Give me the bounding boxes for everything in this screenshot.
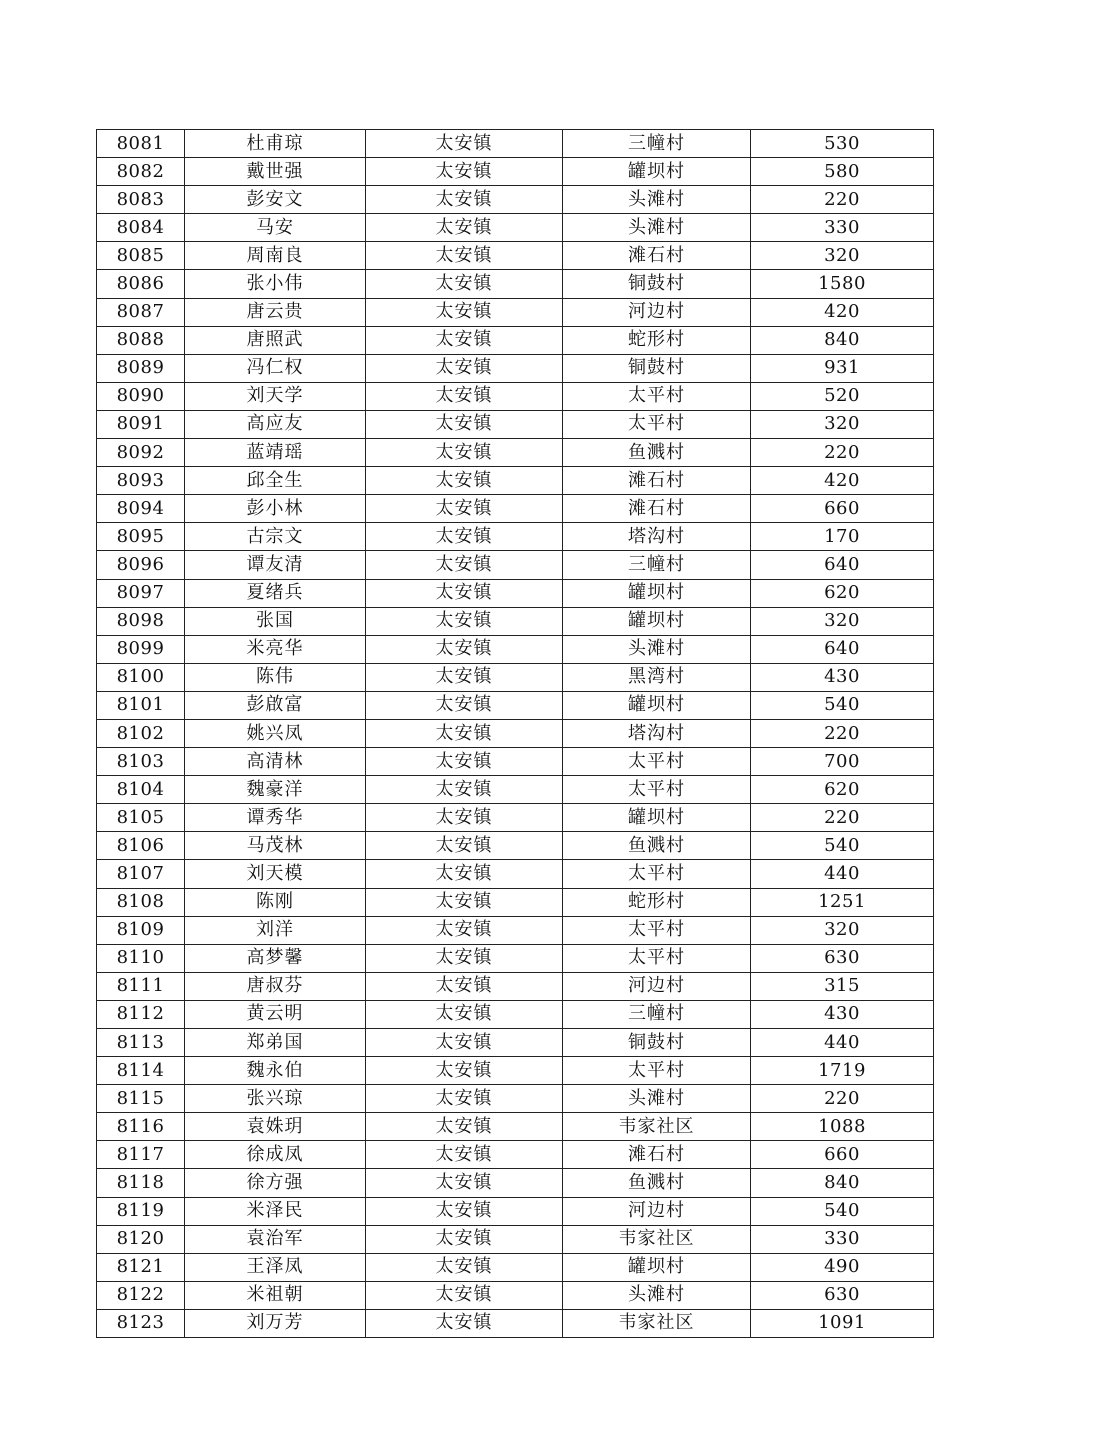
table-row (97, 214, 934, 242)
cell-amount: 320 (751, 410, 934, 438)
cell-town: 太安镇 (366, 1000, 563, 1028)
cell-town: 太安镇 (366, 523, 563, 551)
table-row (97, 326, 934, 354)
cell-name: 夏绪兵 (185, 579, 366, 607)
cell-town: 太安镇 (366, 1253, 563, 1281)
cell-name: 刘万芳 (185, 1309, 366, 1337)
table-row (97, 579, 934, 607)
cell-village: 头滩村 (563, 214, 751, 242)
cell-amount: 330 (751, 1225, 934, 1253)
table-row (97, 354, 934, 382)
cell-village: 三幢村 (563, 1000, 751, 1028)
cell-serial-number: 8100 (97, 663, 185, 691)
table-row (97, 1085, 934, 1113)
cell-town: 太安镇 (366, 410, 563, 438)
cell-amount: 1251 (751, 888, 934, 916)
cell-village: 韦家社区 (563, 1225, 751, 1253)
cell-village: 塔沟村 (563, 523, 751, 551)
cell-serial-number: 8123 (97, 1309, 185, 1337)
cell-town: 太安镇 (366, 888, 563, 916)
cell-town: 太安镇 (366, 916, 563, 944)
cell-village: 铜鼓村 (563, 354, 751, 382)
table-body (97, 130, 934, 1338)
cell-name: 王泽凤 (185, 1253, 366, 1281)
cell-town: 太安镇 (366, 551, 563, 579)
table-row (97, 719, 934, 747)
cell-amount: 420 (751, 298, 934, 326)
cell-name: 陈刚 (185, 888, 366, 916)
cell-village: 黑湾村 (563, 663, 751, 691)
cell-amount: 430 (751, 1000, 934, 1028)
cell-amount: 430 (751, 663, 934, 691)
cell-village: 鱼溅村 (563, 439, 751, 467)
cell-village: 蛇形村 (563, 888, 751, 916)
cell-name: 郑弟国 (185, 1029, 366, 1057)
table-row (97, 1000, 934, 1028)
cell-town: 太安镇 (366, 1281, 563, 1309)
cell-name: 彭啟富 (185, 691, 366, 719)
cell-name: 刘天模 (185, 860, 366, 888)
cell-name: 彭安文 (185, 186, 366, 214)
cell-amount: 330 (751, 214, 934, 242)
cell-town: 太安镇 (366, 495, 563, 523)
cell-amount: 1580 (751, 270, 934, 298)
cell-town: 太安镇 (366, 439, 563, 467)
cell-town: 太安镇 (366, 607, 563, 635)
cell-serial-number: 8121 (97, 1253, 185, 1281)
cell-village: 罐坝村 (563, 691, 751, 719)
cell-serial-number: 8102 (97, 719, 185, 747)
cell-amount: 490 (751, 1253, 934, 1281)
cell-name: 杜甫琼 (185, 130, 366, 158)
cell-serial-number: 8092 (97, 439, 185, 467)
cell-village: 滩石村 (563, 1141, 751, 1169)
cell-name: 马安 (185, 214, 366, 242)
cell-village: 滩石村 (563, 467, 751, 495)
cell-town: 太安镇 (366, 1113, 563, 1141)
cell-amount: 1091 (751, 1309, 934, 1337)
cell-village: 滩石村 (563, 495, 751, 523)
cell-town: 太安镇 (366, 326, 563, 354)
cell-village: 滩石村 (563, 242, 751, 270)
cell-name: 唐照武 (185, 326, 366, 354)
table-row (97, 1029, 934, 1057)
cell-town: 太安镇 (366, 579, 563, 607)
cell-town: 太安镇 (366, 944, 563, 972)
cell-name: 刘天学 (185, 382, 366, 410)
cell-village: 太平村 (563, 382, 751, 410)
cell-name: 唐叔芬 (185, 972, 366, 1000)
cell-name: 米亮华 (185, 635, 366, 663)
cell-serial-number: 8114 (97, 1057, 185, 1085)
cell-amount: 630 (751, 1281, 934, 1309)
cell-serial-number: 8120 (97, 1225, 185, 1253)
cell-village: 河边村 (563, 972, 751, 1000)
table-row (97, 551, 934, 579)
cell-amount: 580 (751, 158, 934, 186)
cell-name: 戴世强 (185, 158, 366, 186)
cell-name: 古宗文 (185, 523, 366, 551)
cell-village: 罐坝村 (563, 607, 751, 635)
table-row (97, 495, 934, 523)
cell-village: 河边村 (563, 1197, 751, 1225)
table-row (97, 1169, 934, 1197)
table-row (97, 1309, 934, 1337)
cell-serial-number: 8088 (97, 326, 185, 354)
cell-village: 罐坝村 (563, 158, 751, 186)
cell-serial-number: 8115 (97, 1085, 185, 1113)
cell-town: 太安镇 (366, 1085, 563, 1113)
cell-village: 头滩村 (563, 1281, 751, 1309)
cell-serial-number: 8119 (97, 1197, 185, 1225)
cell-serial-number: 8084 (97, 214, 185, 242)
table-row (97, 1253, 934, 1281)
cell-amount: 440 (751, 860, 934, 888)
cell-serial-number: 8081 (97, 130, 185, 158)
cell-town: 太安镇 (366, 804, 563, 832)
cell-town: 太安镇 (366, 972, 563, 1000)
cell-village: 太平村 (563, 944, 751, 972)
cell-name: 谭友清 (185, 551, 366, 579)
cell-town: 太安镇 (366, 1309, 563, 1337)
cell-amount: 320 (751, 242, 934, 270)
cell-town: 太安镇 (366, 186, 563, 214)
cell-name: 米泽民 (185, 1197, 366, 1225)
table-row (97, 1197, 934, 1225)
cell-name: 张兴琼 (185, 1085, 366, 1113)
cell-name: 魏豪洋 (185, 776, 366, 804)
cell-town: 太安镇 (366, 298, 563, 326)
cell-town: 太安镇 (366, 1197, 563, 1225)
table-row (97, 270, 934, 298)
cell-serial-number: 8117 (97, 1141, 185, 1169)
cell-amount: 220 (751, 719, 934, 747)
cell-serial-number: 8090 (97, 382, 185, 410)
table-row (97, 832, 934, 860)
cell-serial-number: 8091 (97, 410, 185, 438)
cell-serial-number: 8089 (97, 354, 185, 382)
cell-town: 太安镇 (366, 1169, 563, 1197)
cell-serial-number: 8082 (97, 158, 185, 186)
cell-town: 太安镇 (366, 130, 563, 158)
table-row (97, 382, 934, 410)
cell-village: 罐坝村 (563, 579, 751, 607)
cell-village: 太平村 (563, 916, 751, 944)
cell-amount: 620 (751, 579, 934, 607)
cell-name: 彭小林 (185, 495, 366, 523)
cell-village: 韦家社区 (563, 1309, 751, 1337)
cell-village: 河边村 (563, 298, 751, 326)
cell-town: 太安镇 (366, 382, 563, 410)
cell-serial-number: 8087 (97, 298, 185, 326)
cell-village: 铜鼓村 (563, 1029, 751, 1057)
cell-town: 太安镇 (366, 1225, 563, 1253)
cell-village: 太平村 (563, 860, 751, 888)
cell-town: 太安镇 (366, 270, 563, 298)
cell-name: 黄云明 (185, 1000, 366, 1028)
cell-serial-number: 8095 (97, 523, 185, 551)
cell-town: 太安镇 (366, 158, 563, 186)
cell-serial-number: 8109 (97, 916, 185, 944)
table-row (97, 691, 934, 719)
cell-amount: 1088 (751, 1113, 934, 1141)
table-row (97, 467, 934, 495)
cell-amount: 1719 (751, 1057, 934, 1085)
table-row (97, 944, 934, 972)
cell-name: 高应友 (185, 410, 366, 438)
cell-serial-number: 8104 (97, 776, 185, 804)
cell-amount: 520 (751, 382, 934, 410)
cell-serial-number: 8099 (97, 635, 185, 663)
table-row (97, 776, 934, 804)
cell-serial-number: 8085 (97, 242, 185, 270)
table-row (97, 635, 934, 663)
cell-amount: 220 (751, 439, 934, 467)
cell-name: 袁治军 (185, 1225, 366, 1253)
cell-name: 邱全生 (185, 467, 366, 495)
cell-name: 张小伟 (185, 270, 366, 298)
cell-amount: 840 (751, 1169, 934, 1197)
cell-serial-number: 8098 (97, 607, 185, 635)
cell-serial-number: 8096 (97, 551, 185, 579)
cell-serial-number: 8122 (97, 1281, 185, 1309)
cell-serial-number: 8107 (97, 860, 185, 888)
cell-name: 周南良 (185, 242, 366, 270)
cell-serial-number: 8101 (97, 691, 185, 719)
table-row (97, 804, 934, 832)
cell-amount: 170 (751, 523, 934, 551)
cell-town: 太安镇 (366, 214, 563, 242)
table-row (97, 860, 934, 888)
cell-serial-number: 8106 (97, 832, 185, 860)
cell-name: 蓝靖瑶 (185, 439, 366, 467)
cell-village: 三幢村 (563, 130, 751, 158)
cell-village: 头滩村 (563, 635, 751, 663)
table-row (97, 439, 934, 467)
cell-amount: 700 (751, 748, 934, 776)
cell-town: 太安镇 (366, 691, 563, 719)
cell-amount: 320 (751, 607, 934, 635)
cell-village: 太平村 (563, 410, 751, 438)
cell-village: 罐坝村 (563, 1253, 751, 1281)
table-row (97, 1225, 934, 1253)
cell-serial-number: 8118 (97, 1169, 185, 1197)
cell-amount: 220 (751, 186, 934, 214)
cell-name: 米祖朝 (185, 1281, 366, 1309)
cell-amount: 420 (751, 467, 934, 495)
cell-village: 蛇形村 (563, 326, 751, 354)
cell-serial-number: 8116 (97, 1113, 185, 1141)
table-row (97, 1113, 934, 1141)
cell-amount: 530 (751, 130, 934, 158)
cell-amount: 640 (751, 635, 934, 663)
cell-town: 太安镇 (366, 635, 563, 663)
table-row (97, 663, 934, 691)
cell-town: 太安镇 (366, 1029, 563, 1057)
cell-town: 太安镇 (366, 354, 563, 382)
cell-name: 谭秀华 (185, 804, 366, 832)
cell-serial-number: 8094 (97, 495, 185, 523)
cell-name: 徐成凤 (185, 1141, 366, 1169)
cell-village: 铜鼓村 (563, 270, 751, 298)
cell-amount: 630 (751, 944, 934, 972)
cell-serial-number: 8086 (97, 270, 185, 298)
cell-village: 太平村 (563, 748, 751, 776)
cell-village: 太平村 (563, 1057, 751, 1085)
cell-name: 张国 (185, 607, 366, 635)
table-row (97, 607, 934, 635)
cell-village: 头滩村 (563, 1085, 751, 1113)
cell-town: 太安镇 (366, 242, 563, 270)
cell-amount: 315 (751, 972, 934, 1000)
cell-name: 姚兴凤 (185, 719, 366, 747)
cell-name: 徐方强 (185, 1169, 366, 1197)
cell-name: 唐云贵 (185, 298, 366, 326)
table-row (97, 1281, 934, 1309)
table-row (97, 1141, 934, 1169)
cell-name: 高梦馨 (185, 944, 366, 972)
cell-amount: 931 (751, 354, 934, 382)
cell-amount: 440 (751, 1029, 934, 1057)
cell-serial-number: 8083 (97, 186, 185, 214)
table-row (97, 972, 934, 1000)
cell-name: 马茂林 (185, 832, 366, 860)
cell-amount: 620 (751, 776, 934, 804)
cell-town: 太安镇 (366, 467, 563, 495)
cell-serial-number: 8105 (97, 804, 185, 832)
cell-serial-number: 8110 (97, 944, 185, 972)
cell-village: 鱼溅村 (563, 1169, 751, 1197)
table-row (97, 158, 934, 186)
table-row (97, 186, 934, 214)
cell-serial-number: 8097 (97, 579, 185, 607)
table-row (97, 242, 934, 270)
table-row (97, 1057, 934, 1085)
cell-serial-number: 8112 (97, 1000, 185, 1028)
cell-town: 太安镇 (366, 776, 563, 804)
cell-amount: 840 (751, 326, 934, 354)
cell-serial-number: 8093 (97, 467, 185, 495)
cell-name: 袁姝玥 (185, 1113, 366, 1141)
cell-town: 太安镇 (366, 1057, 563, 1085)
cell-amount: 540 (751, 1197, 934, 1225)
cell-amount: 220 (751, 1085, 934, 1113)
cell-name: 高清林 (185, 748, 366, 776)
cell-name: 陈伟 (185, 663, 366, 691)
cell-name: 魏永伯 (185, 1057, 366, 1085)
cell-serial-number: 8103 (97, 748, 185, 776)
cell-serial-number: 8111 (97, 972, 185, 1000)
cell-town: 太安镇 (366, 719, 563, 747)
cell-town: 太安镇 (366, 860, 563, 888)
cell-amount: 660 (751, 495, 934, 523)
cell-village: 韦家社区 (563, 1113, 751, 1141)
cell-town: 太安镇 (366, 748, 563, 776)
cell-village: 鱼溅村 (563, 832, 751, 860)
cell-name: 冯仁权 (185, 354, 366, 382)
cell-town: 太安镇 (366, 832, 563, 860)
cell-amount: 540 (751, 832, 934, 860)
cell-serial-number: 8113 (97, 1029, 185, 1057)
table-row (97, 130, 934, 158)
table-row (97, 298, 934, 326)
cell-village: 太平村 (563, 776, 751, 804)
cell-serial-number: 8108 (97, 888, 185, 916)
cell-amount: 660 (751, 1141, 934, 1169)
cell-amount: 320 (751, 916, 934, 944)
cell-amount: 640 (751, 551, 934, 579)
table-row (97, 748, 934, 776)
cell-amount: 220 (751, 804, 934, 832)
cell-town: 太安镇 (366, 663, 563, 691)
data-table (96, 129, 934, 1338)
cell-name: 刘洋 (185, 916, 366, 944)
table-row (97, 523, 934, 551)
cell-village: 三幢村 (563, 551, 751, 579)
cell-village: 头滩村 (563, 186, 751, 214)
table-row (97, 888, 934, 916)
table-row (97, 916, 934, 944)
cell-amount: 540 (751, 691, 934, 719)
cell-village: 罐坝村 (563, 804, 751, 832)
cell-town: 太安镇 (366, 1141, 563, 1169)
cell-village: 塔沟村 (563, 719, 751, 747)
table-row (97, 410, 934, 438)
